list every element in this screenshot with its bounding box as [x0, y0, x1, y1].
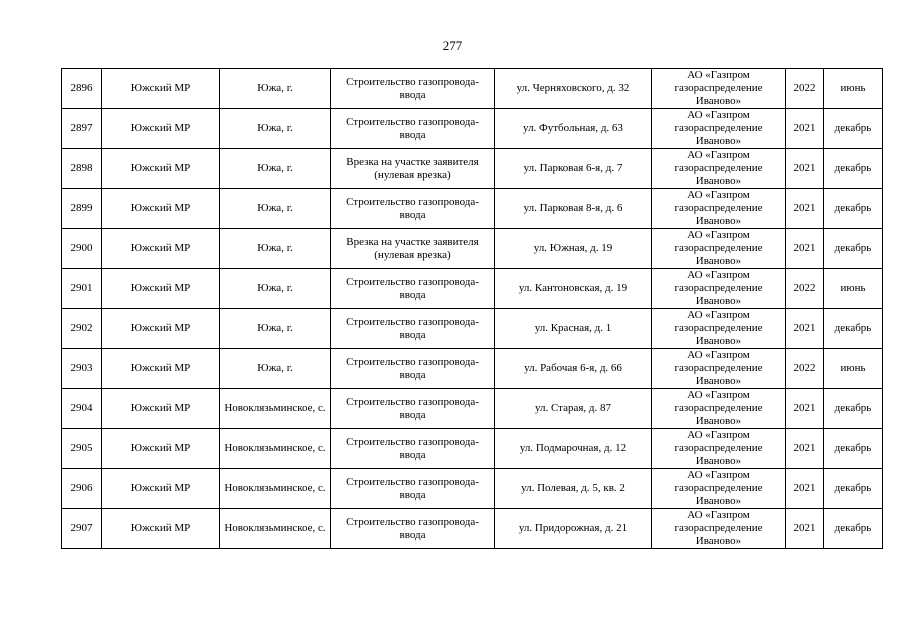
locality-cell: Южа, г. [220, 189, 331, 229]
address-cell: ул. Старая, д. 87 [495, 389, 652, 429]
year-cell: 2021 [786, 309, 824, 349]
address-cell: ул. Красная, д. 1 [495, 309, 652, 349]
month-cell: декабрь [824, 429, 883, 469]
locality-cell: Южа, г. [220, 269, 331, 309]
table-body [62, 69, 883, 549]
organization-cell: АО «Газпром газораспределение Иваново» [652, 509, 786, 549]
district-cell: Южский МР [102, 509, 220, 549]
table-row [62, 229, 883, 269]
month-cell: июнь [824, 349, 883, 389]
organization-cell: АО «Газпром газораспределение Иваново» [652, 69, 786, 109]
year-cell: 2021 [786, 469, 824, 509]
work-type-cell: Строительство газопровода-ввода [331, 189, 495, 229]
district-cell: Южский МР [102, 189, 220, 229]
organization-cell: АО «Газпром газораспределение Иваново» [652, 189, 786, 229]
row-number-cell: 2901 [62, 269, 102, 309]
organization-cell: АО «Газпром газораспределение Иваново» [652, 109, 786, 149]
organization-cell: АО «Газпром газораспределение Иваново» [652, 269, 786, 309]
row-number-cell: 2907 [62, 509, 102, 549]
year-cell: 2021 [786, 149, 824, 189]
row-number-cell: 2905 [62, 429, 102, 469]
address-cell: ул. Придорожная, д. 21 [495, 509, 652, 549]
table-row [62, 269, 883, 309]
work-type-cell: Строительство газопровода-ввода [331, 69, 495, 109]
organization-cell: АО «Газпром газораспределение Иваново» [652, 309, 786, 349]
locality-cell: Южа, г. [220, 229, 331, 269]
month-cell: июнь [824, 269, 883, 309]
year-cell: 2021 [786, 509, 824, 549]
district-cell: Южский МР [102, 229, 220, 269]
table-row [62, 429, 883, 469]
locality-cell: Новоклязьминское, с. [220, 469, 331, 509]
row-number-cell: 2903 [62, 349, 102, 389]
locality-cell: Новоклязьминское, с. [220, 509, 331, 549]
district-cell: Южский МР [102, 269, 220, 309]
organization-cell: АО «Газпром газораспределение Иваново» [652, 349, 786, 389]
locality-cell: Южа, г. [220, 109, 331, 149]
row-number-cell: 2898 [62, 149, 102, 189]
page-number: 277 [442, 38, 463, 53]
year-cell: 2022 [786, 269, 824, 309]
organization-cell: АО «Газпром газораспределение Иваново» [652, 429, 786, 469]
organization-cell: АО «Газпром газораспределение Иваново» [652, 469, 786, 509]
month-cell: декабрь [824, 509, 883, 549]
work-type-cell: Строительство газопровода-ввода [331, 269, 495, 309]
table-row [62, 309, 883, 349]
month-cell: декабрь [824, 229, 883, 269]
work-type-cell: Строительство газопровода-ввода [331, 509, 495, 549]
year-cell: 2022 [786, 69, 824, 109]
district-cell: Южский МР [102, 429, 220, 469]
table-row [62, 469, 883, 509]
month-cell: декабрь [824, 389, 883, 429]
district-cell: Южский МР [102, 349, 220, 389]
row-number-cell: 2904 [62, 389, 102, 429]
row-number-cell: 2899 [62, 189, 102, 229]
work-type-cell: Строительство газопровода-ввода [331, 349, 495, 389]
work-type-cell: Строительство газопровода-ввода [331, 429, 495, 469]
month-cell: июнь [824, 69, 883, 109]
locality-cell: Южа, г. [220, 149, 331, 189]
work-type-cell: Строительство газопровода-ввода [331, 309, 495, 349]
month-cell: декабрь [824, 309, 883, 349]
month-cell: декабрь [824, 189, 883, 229]
year-cell: 2021 [786, 389, 824, 429]
locality-cell: Южа, г. [220, 349, 331, 389]
table-row [62, 69, 883, 109]
table-row [62, 149, 883, 189]
work-type-cell: Врезка на участке заявителя (нулевая врезка) [331, 149, 495, 189]
address-cell: ул. Парковая 6-я, д. 7 [495, 149, 652, 189]
district-cell: Южский МР [102, 149, 220, 189]
table-row [62, 109, 883, 149]
work-type-cell: Врезка на участке заявителя (нулевая врезка) [331, 229, 495, 269]
table-row [62, 509, 883, 549]
address-cell: ул. Кантоновская, д. 19 [495, 269, 652, 309]
locality-cell: Новоклязьминское, с. [220, 389, 331, 429]
year-cell: 2021 [786, 229, 824, 269]
organization-cell: АО «Газпром газораспределение Иваново» [652, 229, 786, 269]
address-cell: ул. Подмарочная, д. 12 [495, 429, 652, 469]
month-cell: декабрь [824, 149, 883, 189]
month-cell: декабрь [824, 469, 883, 509]
row-number-cell: 2902 [62, 309, 102, 349]
year-cell: 2021 [786, 429, 824, 469]
district-cell: Южский МР [102, 309, 220, 349]
year-cell: 2021 [786, 189, 824, 229]
row-number-cell: 2900 [62, 229, 102, 269]
month-cell: декабрь [824, 109, 883, 149]
table-row [62, 349, 883, 389]
address-cell: ул. Полевая, д. 5, кв. 2 [495, 469, 652, 509]
address-cell: ул. Южная, д. 19 [495, 229, 652, 269]
year-cell: 2021 [786, 109, 824, 149]
year-cell: 2022 [786, 349, 824, 389]
district-cell: Южский МР [102, 389, 220, 429]
row-number-cell: 2906 [62, 469, 102, 509]
organization-cell: АО «Газпром газораспределение Иваново» [652, 389, 786, 429]
locality-cell: Южа, г. [220, 69, 331, 109]
work-type-cell: Строительство газопровода-ввода [331, 389, 495, 429]
table-row [62, 389, 883, 429]
address-cell: ул. Парковая 8-я, д. 6 [495, 189, 652, 229]
district-cell: Южский МР [102, 469, 220, 509]
district-cell: Южский МР [102, 69, 220, 109]
district-cell: Южский МР [102, 109, 220, 149]
address-cell: ул. Черняховского, д. 32 [495, 69, 652, 109]
work-type-cell: Строительство газопровода-ввода [331, 469, 495, 509]
work-type-cell: Строительство газопровода-ввода [331, 109, 495, 149]
row-number-cell: 2897 [62, 109, 102, 149]
organization-cell: АО «Газпром газораспределение Иваново» [652, 149, 786, 189]
locality-cell: Новоклязьминское, с. [220, 429, 331, 469]
locality-cell: Южа, г. [220, 309, 331, 349]
row-number-cell: 2896 [62, 69, 102, 109]
address-cell: ул. Футбольная, д. 63 [495, 109, 652, 149]
table-row [62, 189, 883, 229]
address-cell: ул. Рабочая 6-я, д. 66 [495, 349, 652, 389]
gasification-table [61, 68, 883, 549]
